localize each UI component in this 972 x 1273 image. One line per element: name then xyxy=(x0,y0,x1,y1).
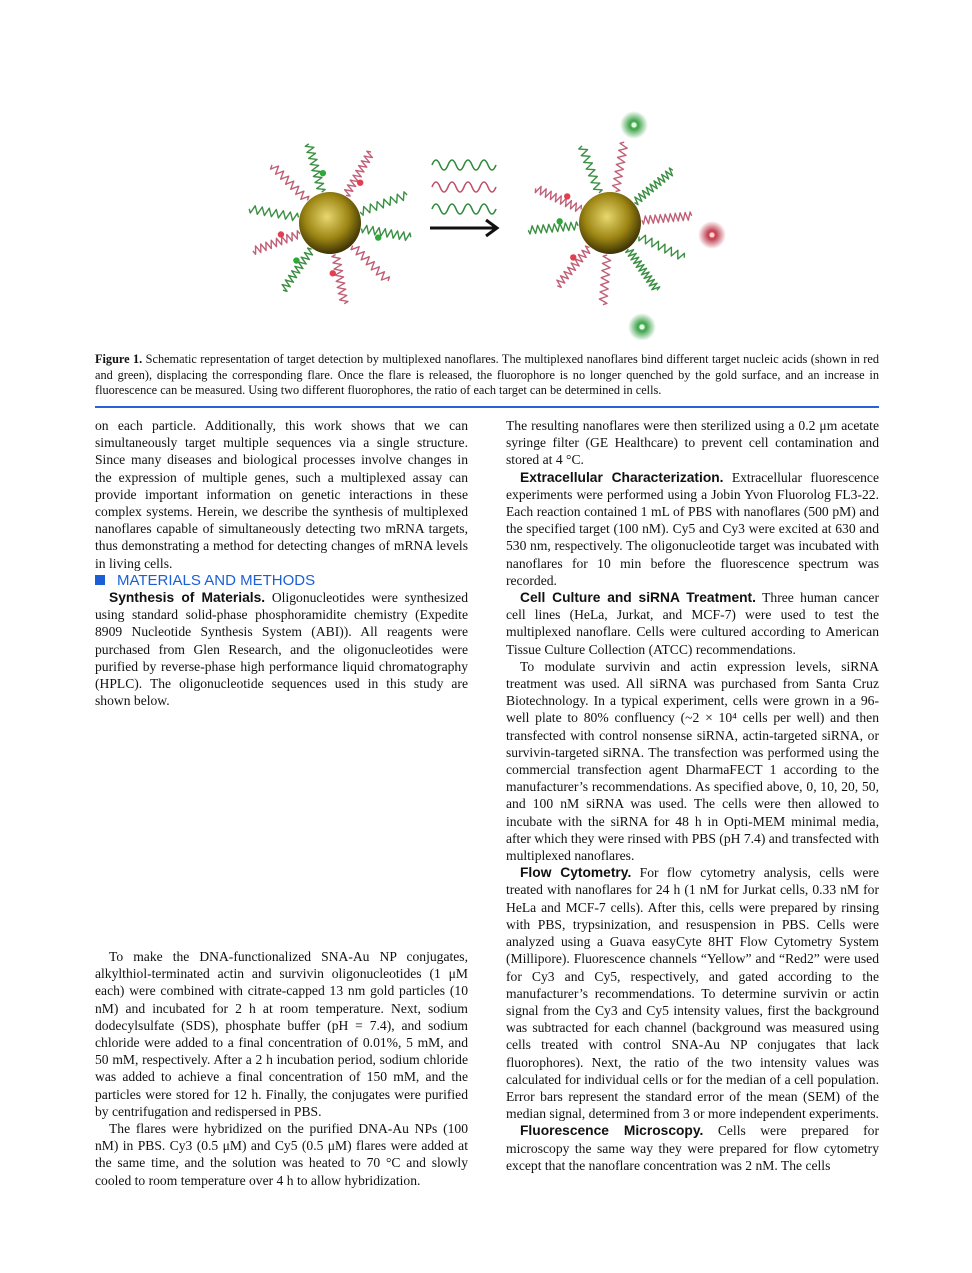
sterilization-paragraph: The resulting nanoflares were then sterilized using a 0.2 μm acetate syringe filter (GE Healthcare) to prevent cell contamination and stored at 4 °C. xyxy=(506,418,879,468)
paragraph-text: Oligonucleotides were synthesized using standard solid-phase phosphoramidite chemistry (Expedite 8909 Nucleotide Synthesis System (ABI)). All reagents were purchased from Glen Research, and the oligonucleotides were purified by reverse-phase high performance liquid chromatography (HPLC). The oligonucleotide sequences used in this study are shown below. xyxy=(95,590,468,709)
subheading: Fluorescence Microscopy. xyxy=(520,1123,704,1139)
green-strand xyxy=(639,235,685,259)
multiplexed-nanoflare-schematic xyxy=(240,105,740,340)
red-strand xyxy=(599,255,610,305)
nanoflare-after xyxy=(528,142,691,305)
left-column-top xyxy=(95,417,468,709)
green-strand xyxy=(249,206,298,221)
paragraph-text: For flow cytometry analysis, cells were treated with nanoflares for 24 h (1 nM for Jurkat cells, 0.33 nM for HeLa and MCF-7 cells). After this, cells were prepared by rinsing with PBS, trypsinization, and resuspension in PBS. Cells were analyzed using a Guava easyCyte 8HT Flow Cytometry System (Millipore). Fluorescence channels “Yellow” and “Red2” were used for Cy3 and Cy5, respectively, and gated according to the manufacturer’s recommendations. To determine survivin or actin signal from the Cy3 and Cy5 intensity values, first the background was subtracted for each channel (background was measured using cells treated with control SNA-Au NP conjugates that lack fluorophores). Next, the ratio of the two intensity values was calculated for individual cells or for the median of a cell population. Error bars represent the standard error of the mean (SEM) of the median signal, determined from 3 or more independent experiments. xyxy=(506,865,879,1122)
subheading: Extracellular Characterization. xyxy=(520,469,724,485)
cell-culture-paragraph xyxy=(506,589,879,658)
green-strand xyxy=(528,222,578,234)
fluorophore-dot xyxy=(357,179,363,185)
paragraph-text: Three human cancer cell lines (HeLa, Jurkat, and MCF-7) were used to test the multiplexed nanoflare. Cells were cultured according to American Tissue Culture Collection (ATCC) recommendations. xyxy=(506,590,879,657)
green-strand xyxy=(360,192,407,215)
red-strand xyxy=(332,255,348,304)
synthesis-paragraph xyxy=(95,589,468,709)
fluorophore-dot xyxy=(320,170,326,176)
target-strand-green xyxy=(432,160,496,170)
subheading: Synthesis of Materials. xyxy=(109,590,266,606)
green-strand xyxy=(635,168,673,205)
fluorophore-dot xyxy=(556,218,562,224)
paragraph-text: Cells were prepared for microscopy the same way they were prepared for flow cytometry except that the nanoflare concentration was 2 nM. The cells xyxy=(506,1123,879,1173)
section-heading xyxy=(95,572,468,589)
fluorophore-dot xyxy=(375,234,381,240)
subheading: Flow Cytometry. xyxy=(520,865,632,881)
flow-cytometry-paragraph xyxy=(506,864,879,1122)
figure-caption xyxy=(95,352,879,399)
target-strand-green xyxy=(432,204,496,214)
sirna-paragraph: To modulate survivin and actin expression levels, siRNA treatment was used. All siRNA was purchased from Santa Cruz Biotechnology. In a typical experiment, cells were grown in a 96-well plate to 80% confluency (~2 × 10⁴ cells per well) and then transfected with control nonsense siRNA, actin-targeted siRNA, or survivin-targeted siRNA. The transfection was performed using the commercial transfection agent DharmaFECT 1 according to the manufacturer’s recommendations. As specified above, 0, 10, 20, 50, and 100 nM siRNA was used. The cells were then allowed to incubate with the siRNA for 48 h in Opti-MEM minimal media, after which they were rinsed with PBS (pH 7.4) and transfected with multiplexed nanoflares. xyxy=(506,658,879,864)
red-strand xyxy=(253,231,300,255)
red-strand xyxy=(351,246,389,281)
fluorophore-dot xyxy=(278,231,284,237)
nanoflare-before xyxy=(249,144,411,304)
extracellular-paragraph xyxy=(506,469,879,589)
target-strand-red xyxy=(432,182,496,192)
gold-nanoparticle xyxy=(299,192,361,254)
red-strand xyxy=(271,165,309,200)
green-strand xyxy=(282,248,312,291)
conjugate-paragraph: To make the DNA-functionalized SNA-Au NP conjugates, alkylthiol-terminated actin and survivin oligonucleotides (1 μM each) were combined with citrate-capped 13 nm gold particles (10 nM) and incubated for 2 h at room temperature. Next, sodium dodecylsulfate (SDS), phosphate buffer (pH = 7.4), and sodium chloride were added to a final concentration of 0.01%, 5 mM, and 50 mM, respectively. After a 2 h incubation period, sodium chloride was added to achieve a final concentration of 150 mM, and the particles were stored for 12 h. Finally, the conjugates were purified by centrifugation and redispersed in PBS. xyxy=(95,949,468,1119)
red-strand xyxy=(557,246,590,287)
left-column-bottom xyxy=(95,948,468,1189)
fluorophore-dot xyxy=(570,254,576,260)
gold-nanoparticle xyxy=(579,192,641,254)
fluorophore-dot xyxy=(564,193,570,199)
green-strand xyxy=(626,249,660,290)
section-square-icon xyxy=(95,575,105,585)
fluorophore-dot xyxy=(330,270,336,276)
microscopy-paragraph xyxy=(506,1122,879,1174)
paragraph-text: Extracellular fluorescence experiments were performed using a Jobin Yvon Fluorolog FL3-22. Each reaction contained 1 mL of PBS with nanoflares (500 pM) and the specified target (100 nM). Cy5 and Cy3 were excited at 630 and 530 nm, respectively. The oligonucleotide target was incubated with nanoflares for 10 min before the fluorescence spectrum was recorded. xyxy=(506,469,879,588)
green-strand xyxy=(362,225,411,240)
target-strands xyxy=(432,160,496,214)
red-strand xyxy=(535,187,581,212)
subheading: Cell Culture and siRNA Treatment. xyxy=(520,590,756,606)
red-strand xyxy=(345,151,373,196)
caption-text: Schematic representation of target detection by multiplexed nanoflares. The multiplexed nanoflares bind different target nucleic acids (shown in red and green), displacing the corresponding flare. Once the flare is released, the fluorophore is no longer quenched by the gold surface, and an increase in fluorescence can be measured. Using two different fluorophores, the ratio of each target can be determined in cells. xyxy=(95,352,880,398)
figure-label: Figure 1. xyxy=(95,352,143,366)
green-strand xyxy=(579,146,602,193)
intro-paragraph: on each particle. Additionally, this work shows that we can simultaneously target multiple sequences via a single structure. Since many diseases and biological processes involve changes in the expression of multiple genes, such a multiplexed assay can provide important information on genetic interactions in these complex systems. Herein, we describe the synthesis of multiplexed nanoflares capable of simultaneously detecting two mRNA targets, thus demonstrating a method for detecting changes of mRNA levels in living cells. xyxy=(95,418,468,571)
caption-divider xyxy=(95,406,879,408)
green-strand xyxy=(305,144,325,192)
fluorophore-dot xyxy=(293,257,299,263)
red-strand xyxy=(642,212,692,224)
reaction-arrow xyxy=(430,220,497,236)
right-column xyxy=(506,417,879,1174)
hybridization-paragraph: The flares were hybridized on the purified DNA-Au NPs (100 nM) in PBS. Cy3 (0.5 μM) and Cy5 (0.5 μM) flares were added at the same time, and the solution was heated to 70 °C and slowly cooled to room temperature over 4 h to allow hybridization. xyxy=(95,1121,468,1188)
red-strand xyxy=(613,142,628,191)
section-title: MATERIALS AND METHODS xyxy=(117,571,316,589)
